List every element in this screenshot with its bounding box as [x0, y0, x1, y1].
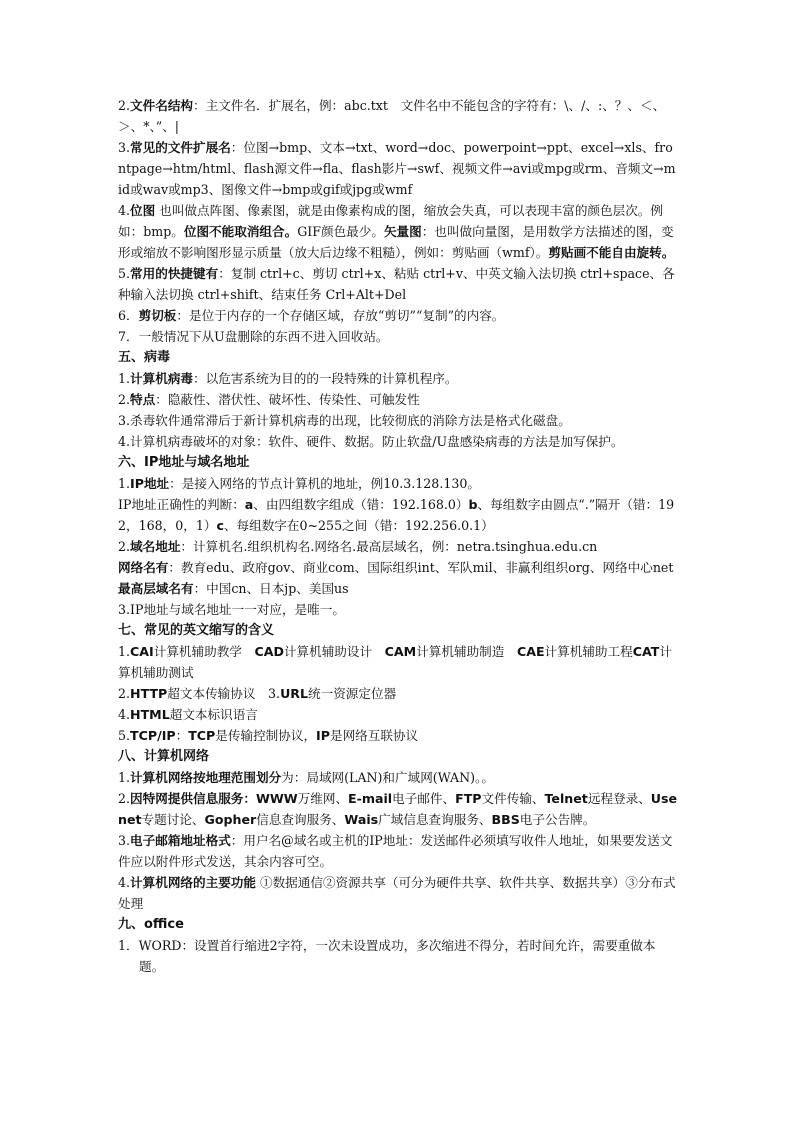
term-description: ：位图→bmp、文本→txt、word→doc、powerpoint→ppt、excel→xls、frontpage→htm/html、flash源文件→fla、flash影片→swf、视频文件→avi或mpg或rm、音频文→mid或wav或mp3、图像文件→bmp或gif或jpg或wmf: [118, 140, 676, 197]
item-number: 2.: [118, 539, 131, 554]
virus-definition-paragraph: [118, 368, 678, 389]
abbr-meaning: 计算机辅助教学: [153, 644, 255, 659]
term-description: WORD：设置首行缩进2字符，一次未设置成功，多次缩进不得分，若时间允许，需要重做本题。: [138, 938, 656, 974]
term-description: ：用户名@域名或主机的IP地址：发送邮件必须填写收件人地址，如果要发送文件应以附件形式发送，其余内容可空。: [118, 833, 673, 869]
abbr-meaning: 广域信息查询服务、: [378, 812, 492, 827]
abbr-meaning: 电子公告牌。: [519, 812, 596, 827]
term-label: 位图不能取消组合。: [183, 224, 298, 239]
abbr-key: CAD: [254, 644, 284, 659]
rule-marker: c: [216, 518, 224, 533]
abbr-key: Wais: [344, 812, 379, 827]
term-description: ：中国cn、日本jp、美国us: [193, 581, 349, 596]
abbr-key: HTTP: [130, 686, 168, 701]
item-number: 1.: [118, 476, 131, 491]
domain-address-paragraph: [118, 536, 678, 557]
item-number: 1．: [118, 938, 139, 953]
section-heading-virus: 五、病毒: [118, 350, 171, 365]
abbreviations-http-paragraph: [118, 683, 678, 704]
virus-features-paragraph: [118, 389, 678, 410]
item-number: 3.: [118, 833, 131, 848]
term-description: ：是接入网络的节点计算机的地址，例10.3.128.130。: [169, 476, 480, 491]
section-heading-ip: 六、IP地址与域名地址: [118, 455, 250, 470]
abbr-key: TCP: [188, 728, 216, 743]
abbr-key: FTP: [455, 791, 482, 806]
term-label: 剪贴画不能自由旋转。: [548, 245, 675, 260]
abbr-meaning: 超文本传输协议 3.: [167, 686, 281, 701]
term-description: 为：局域网(LAN)和广域网(WAN)。。: [281, 770, 494, 785]
item-number: 2.: [118, 392, 131, 407]
abbreviations-html-paragraph: [118, 704, 678, 725]
term-label: 最高层域名有: [118, 581, 194, 596]
item-number: 1.: [118, 770, 131, 785]
file-name-structure-paragraph: [118, 95, 678, 137]
term-description: 、每组数字在0~255之间（错：192.256.0.1）: [223, 518, 494, 533]
abbr-meaning: 是网络互联协议: [329, 728, 419, 743]
bitmap-paragraph: [118, 200, 678, 263]
term-label: 计算机网络按地理范围划分: [130, 770, 282, 785]
abbr-meaning: 专题讨论、: [141, 812, 205, 827]
abbr-meaning: 远程登录、: [587, 791, 651, 806]
top-domains-paragraph: [118, 578, 678, 599]
internet-services-paragraph: [118, 788, 678, 830]
abbr-key: HTML: [130, 707, 170, 722]
item-number: 4.: [118, 707, 131, 722]
abbr-key: WWW: [255, 791, 298, 806]
abbr-key: CAM: [384, 644, 417, 659]
term-description: ：教育edu、政府gov、商业com、国际组织int、军队mil、非赢利组织org、网络中心net: [168, 560, 674, 575]
term-description: 、由四组数字组成（错：192.168.0）: [253, 497, 469, 512]
abbr-meaning: 计算机辅助制造: [416, 644, 517, 659]
term-description: ①数据通信②资源共享（可分为硬件共享、软件共享、数据共享）③分布式处理: [118, 875, 676, 911]
abbr-key: BBS: [491, 812, 520, 827]
item-number: 1.: [118, 371, 131, 386]
item-number: 1.: [118, 644, 131, 659]
abbr-key: E-mail: [348, 791, 393, 806]
rule-marker: a: [244, 497, 254, 512]
abbr-meaning: 计算机辅助工程: [544, 644, 633, 659]
item-number: 2.: [118, 686, 131, 701]
item-number: 2.: [118, 98, 131, 113]
abbr-key: Usenet: [118, 791, 678, 827]
term-description: ：隐蔽性、潜伏性、破坏性、传染性、可触发性: [155, 392, 420, 407]
office-word-paragraph: [118, 935, 678, 977]
document-page: [118, 95, 678, 977]
item-number: 6．: [118, 308, 139, 323]
shortcuts-paragraph: [118, 263, 678, 305]
section-heading-office: 九、office: [118, 917, 184, 932]
abbr-meaning: 超文本标识语言: [169, 707, 258, 722]
item-number: 4.: [118, 875, 131, 890]
term-label: 剪切板: [138, 308, 177, 323]
abbreviations-tcpip-paragraph: [118, 725, 678, 746]
abbr-key: CAT: [632, 644, 660, 659]
file-extensions-paragraph: [118, 137, 678, 200]
abbr-key: IP: [316, 728, 330, 743]
item-number: 4.: [118, 203, 131, 218]
abbr-meaning: 万维网、: [297, 791, 349, 806]
item-number: 5.: [118, 728, 131, 743]
network-names-paragraph: [118, 557, 678, 578]
section-heading-abbreviations: 七、常见的英文缩写的含义: [118, 623, 275, 638]
term-description: GIF颜色最少。: [297, 224, 384, 239]
rule-marker: b: [468, 497, 478, 512]
abbr-key: Telnet: [544, 791, 588, 806]
term-label: 常用的快捷键有: [130, 266, 219, 281]
email-format-paragraph: [118, 830, 678, 872]
term-label: 文件名结构: [130, 98, 193, 113]
term-description: ：计算机名.组织机构名.网络名.最高层域名，例：netra.tsinghua.edu.cn: [180, 539, 598, 554]
virus-targets-paragraph: 4.计算机病毒破坏的对象：软件、硬件、数据。防止软盘/U盘感染病毒的方法是加写保护。: [118, 434, 624, 449]
term-label: 域名地址: [130, 539, 181, 554]
item-number: 2.: [118, 791, 131, 806]
term-label: 特点: [130, 392, 156, 407]
abbr-key: CAE: [516, 644, 545, 659]
term-description: ：以危害系统为目的的一段特殊的计算机程序。: [193, 371, 458, 386]
abbreviations-cad-paragraph: [118, 641, 678, 683]
ip-address-paragraph: [118, 473, 678, 494]
term-description: ：主文件名．扩展名，例：abc.txt 文件名中不能包含的字符有：\、/、:、？、＜、＞、*、”、|: [118, 98, 666, 134]
abbr-key: TCP/IP: [130, 728, 176, 743]
item-number: 5.: [118, 266, 131, 281]
abbr-meaning: ：: [175, 728, 189, 743]
abbr-meaning: 统一资源定位器: [308, 686, 397, 701]
term-label: 常见的文件扩展名: [130, 140, 231, 155]
abbr-key: CAI: [130, 644, 154, 659]
network-functions-paragraph: [118, 872, 678, 914]
abbr-key: URL: [280, 686, 309, 701]
abbr-meaning: 电子邮件、: [392, 791, 456, 806]
abbr-meaning: 文件传输、: [481, 791, 545, 806]
term-label: 位图: [130, 203, 156, 218]
ip-domain-mapping-paragraph: 3.IP地址与域名地址一一对应，是唯一。: [118, 602, 345, 617]
network-range-paragraph: [118, 767, 678, 788]
term-label: IP地址: [130, 476, 170, 491]
term-description: 也叫做点阵图、像素图，就是由像素构成的图，缩放会失真，可以表现丰富的颜色层次。例如：bmp。: [118, 203, 663, 239]
item-number: 3.: [118, 140, 131, 155]
term-label: 电子邮箱地址格式: [130, 833, 231, 848]
term-label: 矢量图: [383, 224, 422, 239]
abbr-meaning: 信息查询服务、: [256, 812, 345, 827]
antivirus-paragraph: 3.杀毒软件通常滞后于新计算机病毒的出现，比较彻底的消除方法是格式化磁盘。: [118, 413, 571, 428]
abbr-key: Gopher: [204, 812, 257, 827]
abbr-meaning: 是传输控制协议，: [215, 728, 317, 743]
term-description: ：也叫做向量图，是用数学方法描述的图，变形或缩放不影响图形显示质量（放大后边缘不粗糙），例如：剪贴画（wmf）。: [118, 224, 674, 260]
term-description: 、每组数字由圆点“.”隔开（错：192，168，0，1）: [118, 497, 675, 533]
term-label: 网络名有: [118, 560, 169, 575]
abbr-meaning: 计算机辅助设计: [283, 644, 385, 659]
clipboard-paragraph: [118, 305, 678, 326]
term-description: ：是位于内存的一个存储区域，存放“剪切”“复制”的内容。: [176, 308, 505, 323]
term-label: 计算机网络的主要功能: [130, 875, 256, 890]
ip-validation-paragraph: [118, 494, 678, 536]
term-description: IP地址正确性的判断：: [118, 497, 245, 512]
abbr-meaning: 计算机辅助测试: [118, 644, 672, 680]
term-label: 计算机病毒: [130, 371, 193, 386]
section-heading-network: 八、计算机网络: [118, 749, 210, 764]
udisk-paragraph: 7．一般情况下从U盘删除的东西不进入回收站。: [118, 329, 389, 344]
term-label: 因特网提供信息服务：: [130, 791, 256, 806]
term-description: ：复制 ctrl+c、剪切 ctrl+x、粘贴 ctrl+v、中英文输入法切换 ctrl+space、各种输入法切换 ctrl+shift、结束任务 Crl+Alt+Del: [118, 266, 675, 302]
